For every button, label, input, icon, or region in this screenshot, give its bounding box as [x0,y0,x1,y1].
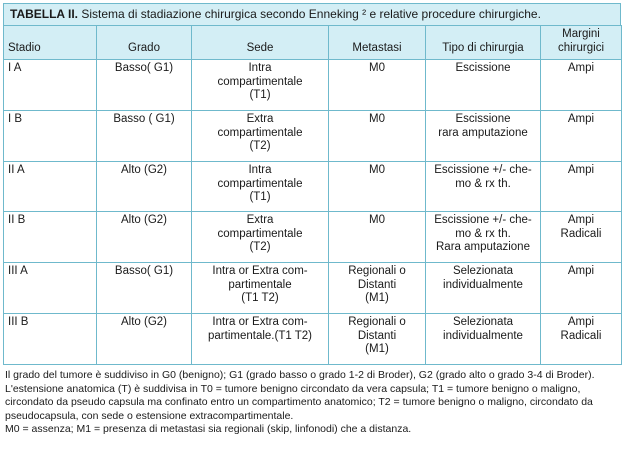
table-row [4,314,622,365]
cell-line: Ampi [567,316,595,328]
table-cell [426,263,541,314]
cell-line: Intra [248,164,272,176]
staging-table [3,25,622,365]
table-row [4,263,622,314]
cell-line: compartimentale [217,177,303,190]
cell-line: Extra [246,113,274,125]
table-cell: II A [4,162,97,212]
table-cell [426,60,541,111]
note-paragraph: M0 = assenza; M1 = presenza di metastasi sia regionali (skip, linfonodi) che a distanza. [5,423,412,435]
cell-line: Escissione +/- che- [434,164,532,176]
table-cell [192,111,329,162]
table-row [4,60,622,111]
table-cell [329,60,426,111]
cell-line: individualmente [443,278,523,291]
col-header: Grado [97,26,192,60]
cell-line: Distanti [357,329,397,342]
table-cell [541,314,622,365]
table-cell [426,111,541,162]
cell-line: Rara amputazione [436,241,530,253]
cell-line: (T1) [249,191,271,203]
cell-line: (T2) [249,241,271,253]
cell-line: Ampi [567,214,595,226]
cell-line: partimentale [228,278,292,291]
table-cell [426,212,541,263]
cell-line: compartimentale [217,75,303,88]
table-cell: III A [4,263,97,314]
cell-line: Ampi [567,113,595,125]
table-cell [329,263,426,314]
cell-line: (M1) [365,292,389,304]
col-header: Sede [192,26,329,60]
table-cell [541,162,622,212]
table-cell [541,60,622,111]
cell-line: Ampi [567,62,595,74]
table-cell [192,263,329,314]
table-cell: II B [4,212,97,263]
cell-line: compartimentale [217,126,303,139]
table-caption [3,3,621,25]
cell-line: partimentale.(T1 T2) [208,329,312,342]
cell-line: (T1) [249,89,271,101]
note-paragraph: Il grado del tumore è suddiviso in G0 (benigno); G1 (grado basso o grado 1-2 di Broder), G2 (grado alto o grado 3-4 di Broder). [5,369,595,381]
table-cell: I A [4,60,97,111]
cell-line: Escissione [455,113,511,125]
cell-line: M0 [369,62,385,74]
caption-label: TABELLA II. [10,7,78,21]
cell-line: mo & rx th. [455,227,511,240]
table-cell [426,162,541,212]
cell-line: (T1 T2) [241,292,279,304]
table-row [4,212,622,263]
cell-line: Ampi [567,164,595,176]
cell-line: (M1) [365,343,389,355]
table-cell [329,111,426,162]
cell-line: Radicali [560,329,602,342]
table-cell [329,212,426,263]
note-paragraph: L'estensione anatomica (T) è suddivisa in T0 = tumore benigno circondato da vera capsula; T1 = tumore benigno o maligno, circondato da pseudo capsula ma confinato entro un compartimento anatomico; T2 = tumore benigno o maligno, circondato da pseudocapsula, con sede o estensione extracompartimentale. [5,382,593,422]
col-header: Margini chirurgici [541,26,622,60]
cell-line: (T2) [249,140,271,152]
cell-line: individualmente [443,329,523,342]
cell-line: Extra [246,214,274,226]
cell-line: Regionali o [348,316,406,328]
table-cell [192,314,329,365]
cell-line: M0 [369,113,385,125]
table-cell: Alto (G2) [97,314,192,365]
table-cell [192,60,329,111]
table-notes [3,365,621,437]
header-row [4,26,622,60]
table-cell: Basso ( G1) [97,111,192,162]
cell-line: Selezionata [452,265,514,277]
table-cell [192,162,329,212]
table-cell: Basso( G1) [97,60,192,111]
cell-line: Escissione +/- che- [434,214,532,226]
col-header: Metastasi [329,26,426,60]
cell-line: Selezionata [452,316,514,328]
table-cell: I B [4,111,97,162]
table-cell [541,212,622,263]
cell-line: Radicali [560,227,602,240]
table-row [4,111,622,162]
cell-line: Intra [248,62,272,74]
table-cell [329,314,426,365]
table-body [4,60,622,365]
table-cell [426,314,541,365]
cell-line: Intra or Extra com- [212,316,308,328]
cell-line: rara amputazione [438,126,528,139]
caption-text: Sistema di stadiazione chirurgica secondo Enneking ² e relative procedure chirurgiche. [78,7,541,21]
cell-line: Distanti [357,278,397,291]
cell-line: Ampi [567,265,595,277]
table-cell [541,111,622,162]
table-cell: Alto (G2) [97,162,192,212]
table-row [4,162,622,212]
col-header: Stadio [4,26,97,60]
table-cell: III B [4,314,97,365]
table-cell [192,212,329,263]
cell-line: Regionali o [348,265,406,277]
cell-line: M0 [369,214,385,226]
cell-line: M0 [369,164,385,176]
table-cell: Alto (G2) [97,212,192,263]
cell-line: compartimentale [217,227,303,240]
col-header: Tipo di chirurgia [426,26,541,60]
enneking-table-figure [3,3,621,453]
table-cell [329,162,426,212]
table-cell [541,263,622,314]
cell-line: Escissione [455,62,511,74]
cell-line: mo & rx th. [455,177,511,190]
cell-line: Intra or Extra com- [212,265,308,277]
table-cell: Basso( G1) [97,263,192,314]
